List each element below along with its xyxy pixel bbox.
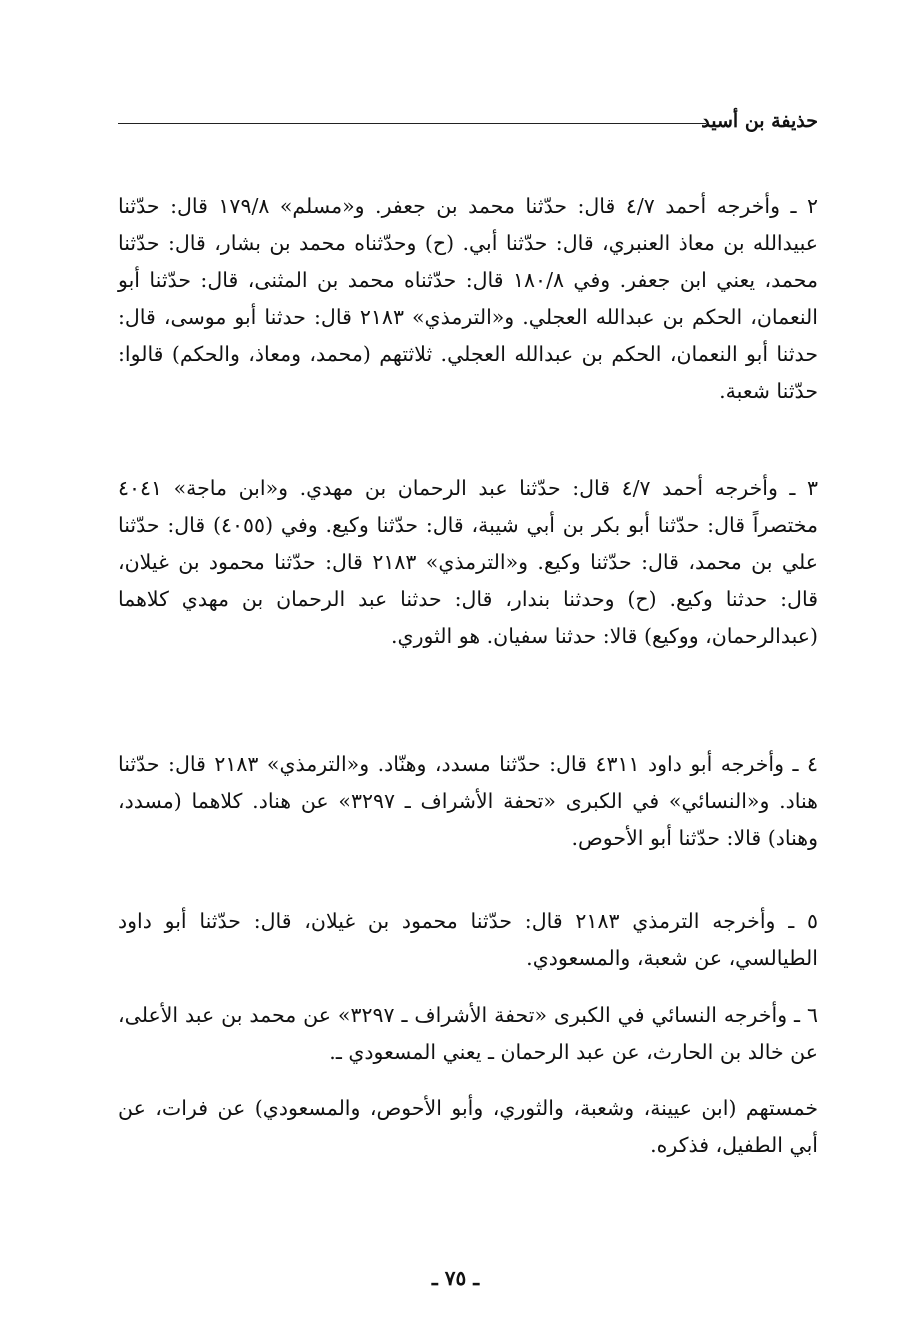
running-header xyxy=(118,108,818,144)
paragraph-4: ٤ ـ وأخرجه أبو داود ٤٣١١ قال: حدّثنا مسدد، وهنّاد. و«الترمذي» ٢١٨٣ قال: حدّثنا هناد. و«النسائي» في الكبرى «تحفة الأشراف ـ ٣٢٩٧» عن هناد. كلاهما (مسدد، وهناد) قالا: حدّثنا أبو الأحوص. xyxy=(118,752,818,850)
paragraph-5: ٥ ـ وأخرجه الترمذي ٢١٨٣ قال: حدّثنا محمود بن غيلان، قال: حدّثنا أبو داود الطيالسي، عن شعبة، والمسعودي. xyxy=(118,909,818,970)
paragraph-6: ٦ ـ وأخرجه النسائي في الكبرى «تحفة الأشراف ـ ٣٢٩٧» عن محمد بن عبد الأعلى، عن خالد بن الحارث، عن عبد الرحمان ـ يعني المسعودي ـ. xyxy=(118,1003,818,1064)
paragraph-3: ٣ ـ وأخرجه أحمد ٤/٧ قال: حدّثنا عبد الرحمان بن مهدي. و«ابن ماجة» ٤٠٤١ مختصراً قال: حدّثنا أبو بكر بن أبي شيبة، قال: حدّثنا وكيع. وفي (٤٠٥٥) قال: حدّثنا علي بن محمد، قال: حدّثنا وكيع. و«الترمذي» ٢١٨٣ قال: حدّثنا محمود بن غيلان، قال: حدثنا وكيع. (ح) وحدثنا بندار، قال: حدثنا عبد الرحمان بن مهدي كلاهما (عبدالرحمان، ووكيع) قالا: حدثنا سفيان. هو الثوري. xyxy=(118,476,819,648)
header-rule xyxy=(118,123,706,124)
header-title: حذيفة بن أسيد xyxy=(701,110,818,132)
paragraph-summary: خمستهم (ابن عيينة، وشعبة، والثوري، وأبو الأحوص، والمسعودي) عن فرات، عن أبي الطفيل، فذكره. xyxy=(118,1096,818,1157)
paragraph-2: ٢ ـ وأخرجه أحمد ٤/٧ قال: حدّثنا محمد بن جعفر. و«مسلم» ١٧٩/٨ قال: حدّثنا عبيدالله بن معاذ العنبري، قال: حدّثنا أبي. (ح) وحدّثناه محمد بن بشار، قال: حدّثنا محمد، يعني ابن جعفر. وفي ١٨٠/٨ قال: حدّثناه محمد بن المثنى، قال: حدّثنا أبو النعمان، الحكم بن عبدالله العجلي. و«الترمذي» ٢١٨٣ قال: حدثنا أبو موسى، قال: حدثنا أبو النعمان، الحكم بن عبدالله العجلي. ثلاثتهم (محمد، ومعاذ، والحكم) قالوا: حدّثنا شعبة. xyxy=(118,194,819,403)
page-number: ـ ٧٥ ـ xyxy=(431,1266,480,1290)
